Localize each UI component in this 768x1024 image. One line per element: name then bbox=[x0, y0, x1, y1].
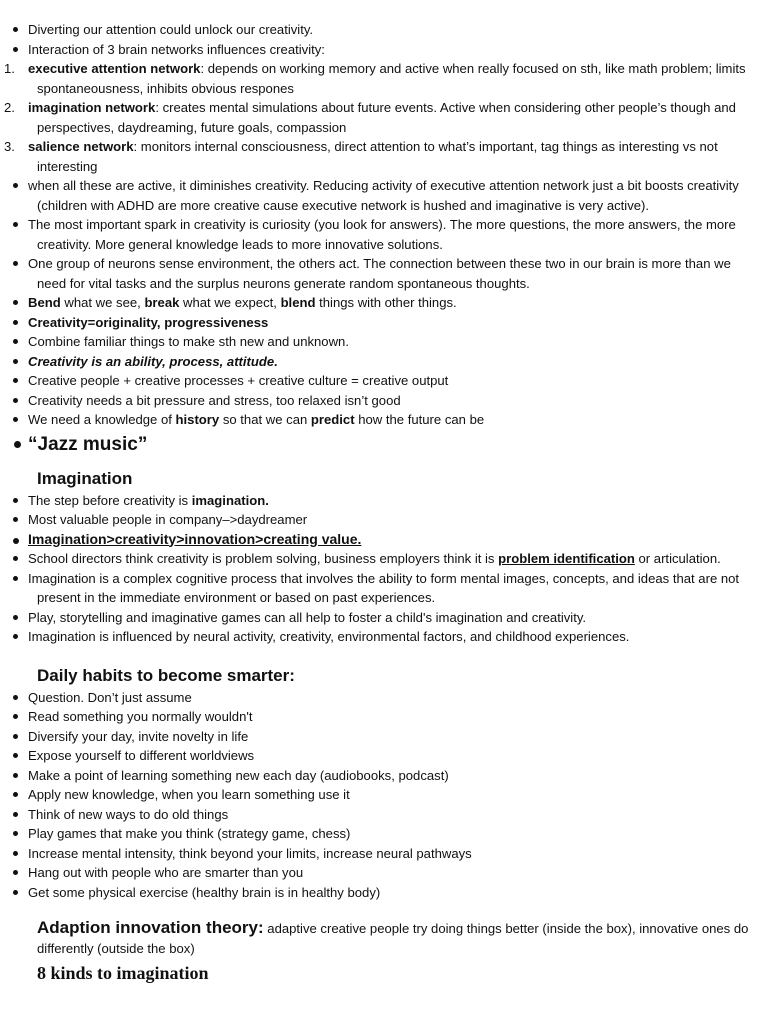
bullet-text: Imagination is a complex cognitive process that involves the ability to form mental images, concepts, and ideas that are not present in the immediate environment or based on past experiences. bbox=[28, 570, 740, 605]
list-item bbox=[0, 569, 768, 608]
bullet-text bbox=[28, 293, 760, 313]
bullet-text: Most valuable people in company–>daydreamer bbox=[28, 512, 308, 527]
list-item bbox=[0, 254, 768, 293]
plain-text: what we expect, bbox=[179, 295, 281, 310]
network-name: imagination network bbox=[28, 100, 156, 115]
list-item bbox=[0, 746, 768, 766]
list-number: 1. bbox=[4, 61, 15, 76]
habit-text: Think of new ways to do old things bbox=[28, 806, 229, 822]
list-item bbox=[0, 785, 768, 805]
habit-text: Apply new knowledge, when you learn something use it bbox=[28, 787, 350, 802]
list-item-jazz bbox=[0, 431, 768, 459]
bullet-text: Creative people + creative processes + creative culture = creative output bbox=[28, 373, 449, 388]
list-item bbox=[0, 824, 768, 844]
bullet-text: Creativity needs a bit pressure and stress, too relaxed isn’t good bbox=[28, 392, 401, 408]
bold-word: Bend bbox=[28, 295, 61, 310]
plain-text: The step before creativity is bbox=[28, 492, 192, 508]
bullet-text bbox=[28, 549, 760, 569]
bullet-text bbox=[28, 313, 760, 333]
bullet-text: Combine familiar things to make sth new and unknown. bbox=[28, 334, 349, 349]
bullet-text: The most important spark in creativity is curiosity (you look for answers). The more questions, the more answers, the more creativity. More general knowledge leads to more innovative solutions. bbox=[28, 217, 736, 252]
plain-text: or articulation. bbox=[634, 551, 721, 566]
list-item bbox=[0, 332, 768, 352]
network-desc: : monitors internal consciousness, direct attention to what’s important, tag things as interesting vs not interesting bbox=[37, 139, 718, 174]
list-item bbox=[0, 215, 768, 254]
habits-list bbox=[0, 688, 768, 903]
habit-text: Hang out with people who are smarter than you bbox=[28, 865, 304, 880]
bold-word: blend bbox=[280, 295, 316, 310]
bullet-text: One group of neurons sense environment, the others act. The connection between these two in our brain is more than we need for vital tasks and the surplus neurons generate random spontaneous thoughts. bbox=[28, 256, 731, 291]
bold-word: predict bbox=[310, 412, 355, 427]
bullet-text bbox=[28, 491, 760, 511]
list-item bbox=[0, 688, 768, 708]
habit-text: Read something you normally wouldn't bbox=[28, 709, 253, 724]
network-text bbox=[28, 98, 760, 137]
list-item bbox=[0, 313, 768, 333]
adaption-paragraph bbox=[0, 918, 768, 959]
plain-text: things with other things. bbox=[315, 295, 457, 310]
network-name: executive attention network bbox=[28, 61, 201, 76]
underlined-bold-text: Imagination>creativity>innovation>creating value. bbox=[28, 530, 362, 547]
network-desc: : creates mental simulations about future events. Active when considering other people’s though and perspectives, daydreaming, future goals, compassion bbox=[37, 100, 736, 135]
underlined-bold-text: problem identification bbox=[498, 551, 635, 566]
network-desc: : depends on working memory and active when really focused on sth, like math problem; limits spontaneousness, inhibits obvious respones bbox=[37, 61, 746, 96]
habit-text: Expose yourself to different worldviews bbox=[28, 748, 255, 763]
list-item bbox=[0, 863, 768, 883]
plain-text: how the future can be bbox=[354, 412, 485, 427]
list-item bbox=[0, 844, 768, 864]
network-text bbox=[28, 137, 760, 176]
plain-text: We need a knowledge of bbox=[28, 412, 176, 427]
list-item-network-2 bbox=[0, 98, 768, 137]
bold-italic-text: Creativity is an ability, process, attitude. bbox=[28, 353, 278, 369]
adaption-heading: Adaption innovation theory: bbox=[37, 918, 264, 937]
list-item-bend-break-blend bbox=[0, 293, 768, 313]
list-item bbox=[0, 883, 768, 903]
jazz-text: “Jazz music” bbox=[28, 433, 148, 455]
list-item-history bbox=[0, 410, 768, 430]
list-item-network-3 bbox=[0, 137, 768, 176]
list-item bbox=[0, 510, 768, 530]
plain-text: School directors think creativity is problem solving, business employers think it is bbox=[28, 551, 499, 566]
habit-text: Question. Don’t just assume bbox=[28, 689, 192, 705]
bullet-text: Play, storytelling and imaginative games can all help to foster a child's imagination and creativity. bbox=[28, 609, 587, 625]
list-item bbox=[0, 391, 768, 411]
imagination-notes bbox=[0, 491, 768, 647]
bullet-text: Interaction of 3 brain networks influences creativity: bbox=[28, 41, 325, 57]
habit-text: Increase mental intensity, think beyond your limits, increase neural pathways bbox=[28, 845, 472, 861]
bold-word: break bbox=[144, 295, 180, 310]
list-item-network-1 bbox=[0, 59, 768, 98]
list-item bbox=[0, 40, 768, 60]
list-item bbox=[0, 805, 768, 825]
plain-text: so that we can bbox=[219, 412, 311, 427]
list-item bbox=[0, 766, 768, 786]
habit-text: Make a point of learning something new each day (audiobooks, podcast) bbox=[28, 767, 449, 783]
section-heading-daily-habits: Daily habits to become smarter: bbox=[37, 665, 295, 685]
list-item bbox=[0, 371, 768, 391]
bold-word: history bbox=[175, 412, 220, 427]
network-name: salience network bbox=[28, 139, 134, 154]
list-item bbox=[0, 176, 768, 215]
bullet-text bbox=[28, 410, 760, 430]
list-number: 3. bbox=[4, 139, 15, 154]
bullet-text: Imagination is influenced by neural activity, creativity, environmental factors, and childhood experiences. bbox=[28, 629, 630, 644]
brain-networks-list bbox=[0, 59, 768, 176]
habit-text: Get some physical exercise (healthy brain is in healthy body) bbox=[28, 884, 381, 900]
bullet-text: when all these are active, it diminishes creativity. Reducing activity of executive attention network just a bit boosts creativity (children with ADHD are more creative cause executive network is hushed and imaginative is very active). bbox=[28, 178, 739, 213]
list-item bbox=[0, 530, 768, 550]
creativity-notes bbox=[0, 20, 768, 59]
network-text bbox=[28, 59, 760, 98]
list-item bbox=[0, 727, 768, 747]
list-item bbox=[0, 707, 768, 727]
list-number: 2. bbox=[4, 100, 15, 115]
bold-text: Creativity=originality, progressiveness bbox=[28, 314, 269, 330]
list-item bbox=[0, 549, 768, 569]
adaption-text: adaptive creative people try doing things better (inside the box), innovative ones do differently (outside the box) bbox=[37, 921, 749, 956]
list-item bbox=[0, 491, 768, 511]
bullet-text: Diverting our attention could unlock our creativity. bbox=[28, 22, 314, 37]
habit-text: Diversify your day, invite novelty in life bbox=[28, 728, 249, 744]
plain-text: what we see, bbox=[60, 295, 145, 310]
section-heading-kinds: 8 kinds to imagination bbox=[37, 963, 209, 983]
creativity-facts bbox=[0, 176, 768, 459]
bold-word: imagination. bbox=[191, 492, 269, 508]
list-item bbox=[0, 352, 768, 372]
list-item bbox=[0, 627, 768, 647]
list-item bbox=[0, 20, 768, 40]
list-item bbox=[0, 608, 768, 628]
habit-text: Play games that make you think (strategy game, chess) bbox=[28, 826, 351, 841]
section-heading-imagination: Imagination bbox=[37, 468, 133, 488]
